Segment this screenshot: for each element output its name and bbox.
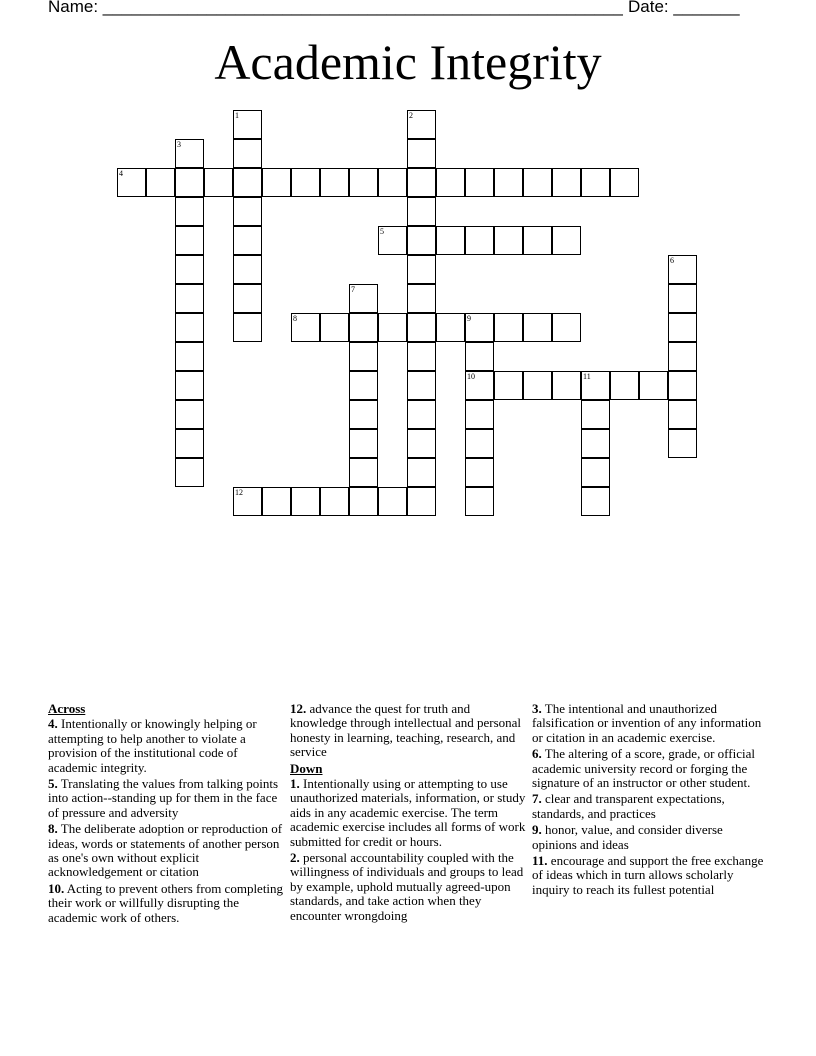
clue-number: 7. xyxy=(532,791,542,807)
crossword-cell[interactable] xyxy=(320,487,349,516)
crossword-cell[interactable] xyxy=(349,400,378,429)
crossword-cell[interactable] xyxy=(465,342,494,371)
clue-number: 9. xyxy=(532,822,542,838)
crossword-cell[interactable] xyxy=(233,284,262,313)
page-title: Academic Integrity xyxy=(214,34,602,90)
crossword-cell[interactable] xyxy=(291,168,320,197)
crossword-cell[interactable] xyxy=(291,313,320,342)
crossword-cell[interactable] xyxy=(407,168,436,197)
crossword-cell[interactable] xyxy=(465,429,494,458)
clue-text: Intentionally using or attempting to use unauthorized materials, information, or study aids in any academic exercise. The term academic exercise includes all forms of work submitted for credit or hours. xyxy=(290,776,526,849)
crossword-cell[interactable] xyxy=(349,458,378,487)
crossword-cell[interactable] xyxy=(668,284,697,313)
clue-number: 1. xyxy=(290,776,300,792)
crossword-cell[interactable] xyxy=(523,371,552,400)
crossword-cell[interactable] xyxy=(552,226,581,255)
crossword-cell[interactable] xyxy=(262,487,291,516)
cell-number: 2 xyxy=(409,111,413,120)
clue-text: The intentional and unauthorized falsification or invention of any information or citation in an academic exercise. xyxy=(532,701,762,745)
crossword-cell[interactable] xyxy=(407,255,436,284)
clues-column-1 xyxy=(48,702,284,927)
clue-number: 12. xyxy=(290,701,307,716)
clue-across-8 xyxy=(48,822,284,880)
crossword-cell[interactable] xyxy=(117,168,146,197)
crossword-cell[interactable] xyxy=(436,313,465,342)
date-field[interactable]: Date: _______ xyxy=(628,0,740,16)
crossword-cell[interactable] xyxy=(175,371,204,400)
crossword-cell[interactable] xyxy=(233,226,262,255)
clue-down-1 xyxy=(290,777,526,849)
crossword-cell[interactable] xyxy=(465,168,494,197)
cell-number: 7 xyxy=(351,285,355,294)
clue-text: encourage and support the free exchange of ideas which in turn allows scholarly inquiry to reach its fullest potential xyxy=(532,853,764,897)
crossword-cell[interactable] xyxy=(552,313,581,342)
clue-number: 2. xyxy=(290,850,300,866)
clue-down-2 xyxy=(290,851,526,923)
crossword-cell[interactable] xyxy=(407,487,436,516)
crossword-cell[interactable] xyxy=(175,313,204,342)
crossword-cell[interactable] xyxy=(320,313,349,342)
clue-across-5 xyxy=(48,777,284,820)
crossword-cell[interactable] xyxy=(175,429,204,458)
crossword-cell[interactable] xyxy=(668,429,697,458)
crossword-cell[interactable] xyxy=(349,487,378,516)
crossword-cell[interactable] xyxy=(494,226,523,255)
clues-column-3 xyxy=(532,702,768,899)
crossword-cell[interactable] xyxy=(668,400,697,429)
crossword-cell[interactable] xyxy=(494,168,523,197)
crossword-cell[interactable] xyxy=(465,371,494,400)
crossword-cell[interactable] xyxy=(233,168,262,197)
crossword-cell[interactable] xyxy=(668,255,697,284)
crossword-cell[interactable] xyxy=(175,255,204,284)
crossword-cell[interactable] xyxy=(175,400,204,429)
clue-down-9 xyxy=(532,823,768,852)
clue-text: The deliberate adoption or reproduction of ideas, words or statements of another person as one's own without explicit acknowledgement or citation xyxy=(48,821,283,880)
crossword-cell[interactable] xyxy=(291,487,320,516)
cell-number: 9 xyxy=(467,314,471,323)
crossword-cell[interactable] xyxy=(581,400,610,429)
crossword-cell[interactable] xyxy=(175,458,204,487)
clue-number: 8. xyxy=(48,821,58,837)
crossword-cell[interactable] xyxy=(175,284,204,313)
crossword-cell[interactable] xyxy=(581,458,610,487)
clue-number: 3. xyxy=(532,701,542,716)
clue-across-10 xyxy=(48,882,284,925)
cell-number: 3 xyxy=(177,140,181,149)
crossword-cell[interactable] xyxy=(349,429,378,458)
clue-number: 11. xyxy=(532,853,548,869)
crossword-cell[interactable] xyxy=(349,342,378,371)
crossword-cell[interactable] xyxy=(407,458,436,487)
clue-text: advance the quest for truth and knowledge through intellectual and personal honesty in learning, teaching, research, and service xyxy=(290,701,522,760)
cell-number: 6 xyxy=(670,256,674,265)
crossword-cell[interactable] xyxy=(175,168,204,197)
crossword-cell[interactable] xyxy=(407,342,436,371)
crossword-cell[interactable] xyxy=(233,313,262,342)
clue-down-6 xyxy=(532,747,768,790)
clue-text: Intentionally or knowingly helping or attempting to help another to violate a provision of the institutional code of academic integrity. xyxy=(48,716,257,775)
name-field[interactable]: Name: _______________________________________________________ xyxy=(48,0,623,16)
crossword-cell[interactable] xyxy=(407,197,436,226)
crossword-cell[interactable] xyxy=(407,371,436,400)
crossword-cell[interactable] xyxy=(233,255,262,284)
clue-number: 6. xyxy=(532,746,542,762)
crossword-cell[interactable] xyxy=(494,371,523,400)
crossword-cell[interactable] xyxy=(175,342,204,371)
crossword-cell[interactable] xyxy=(320,168,349,197)
crossword-cell[interactable] xyxy=(378,313,407,342)
crossword-cell[interactable] xyxy=(668,342,697,371)
crossword-cell[interactable] xyxy=(378,226,407,255)
crossword-cell[interactable] xyxy=(349,284,378,313)
crossword-cell[interactable] xyxy=(436,226,465,255)
clue-across-12 xyxy=(290,702,526,760)
crossword-cell[interactable] xyxy=(581,487,610,516)
clue-down-11 xyxy=(532,854,768,897)
crossword-cell[interactable] xyxy=(262,168,291,197)
crossword-cell[interactable] xyxy=(668,371,697,400)
crossword-cell[interactable] xyxy=(233,139,262,168)
cell-number: 12 xyxy=(235,488,243,497)
crossword-cell[interactable] xyxy=(552,168,581,197)
crossword-cell[interactable] xyxy=(378,168,407,197)
crossword-cell[interactable] xyxy=(581,168,610,197)
clues-column-2 xyxy=(290,702,526,925)
crossword-cell[interactable] xyxy=(407,139,436,168)
crossword-cell[interactable] xyxy=(523,226,552,255)
crossword-cell[interactable] xyxy=(639,371,668,400)
cell-number: 4 xyxy=(119,169,123,178)
clue-across-4 xyxy=(48,717,284,775)
crossword-cell[interactable] xyxy=(465,487,494,516)
crossword-cell[interactable] xyxy=(610,168,639,197)
clue-number: 4. xyxy=(48,716,58,732)
down-heading: Down xyxy=(290,760,323,776)
clue-text: honor, value, and consider diverse opinions and ideas xyxy=(532,822,723,852)
clue-text: personal accountability coupled with the willingness of individuals and groups to lead by example, uphold mutually agreed-upon standards, and take action when they encounter wrongdoing xyxy=(290,850,524,923)
crossword-cell[interactable] xyxy=(233,197,262,226)
crossword-cell[interactable] xyxy=(668,313,697,342)
cell-number: 10 xyxy=(467,372,475,381)
cell-number: 11 xyxy=(583,372,591,381)
across-heading: Across xyxy=(48,701,86,716)
cell-number: 5 xyxy=(380,227,384,236)
clue-text: Acting to prevent others from completing their work or willfully disrupting the academic work of others. xyxy=(48,880,284,925)
clue-number: 10. xyxy=(48,880,65,896)
crossword-cell[interactable] xyxy=(407,400,436,429)
crossword-cell[interactable] xyxy=(523,168,552,197)
crossword-cell[interactable] xyxy=(465,313,494,342)
crossword-cell[interactable] xyxy=(465,226,494,255)
crossword-cell[interactable] xyxy=(233,110,262,139)
crossword-cell[interactable] xyxy=(581,429,610,458)
clue-text: The altering of a score, grade, or official academic university record or forging the signature of an instructor or other student. xyxy=(532,746,755,791)
crossword-cell[interactable] xyxy=(465,458,494,487)
crossword-cell[interactable] xyxy=(407,284,436,313)
clue-number: 5. xyxy=(48,776,58,792)
clue-text: clear and transparent expectations, standards, and practices xyxy=(532,791,725,821)
crossword-cell[interactable] xyxy=(610,371,639,400)
clue-down-7 xyxy=(532,792,768,821)
crossword-cell[interactable] xyxy=(175,226,204,255)
crossword-cell[interactable] xyxy=(146,168,175,197)
crossword-cell[interactable] xyxy=(494,313,523,342)
crossword-cell[interactable] xyxy=(407,226,436,255)
crossword-cell[interactable] xyxy=(233,487,262,516)
crossword-cell[interactable] xyxy=(349,371,378,400)
cell-number: 1 xyxy=(235,111,239,120)
crossword-cell[interactable] xyxy=(175,139,204,168)
crossword-cell[interactable] xyxy=(581,371,610,400)
crossword-cell[interactable] xyxy=(436,168,465,197)
crossword-cell[interactable] xyxy=(349,168,378,197)
crossword-cell[interactable] xyxy=(465,400,494,429)
crossword-cell[interactable] xyxy=(407,429,436,458)
crossword-cell[interactable] xyxy=(175,197,204,226)
clue-text: Translating the values from talking points into action--standing up for them in the face of pressure and adversity xyxy=(48,776,279,820)
clue-down-3 xyxy=(532,702,768,745)
crossword-cell[interactable] xyxy=(378,487,407,516)
crossword-cell[interactable] xyxy=(407,110,436,139)
crossword-cell[interactable] xyxy=(204,168,233,197)
cell-number: 8 xyxy=(293,314,297,323)
crossword-cell[interactable] xyxy=(349,313,378,342)
crossword-cell[interactable] xyxy=(407,313,436,342)
crossword-cell[interactable] xyxy=(552,371,581,400)
crossword-cell[interactable] xyxy=(523,313,552,342)
